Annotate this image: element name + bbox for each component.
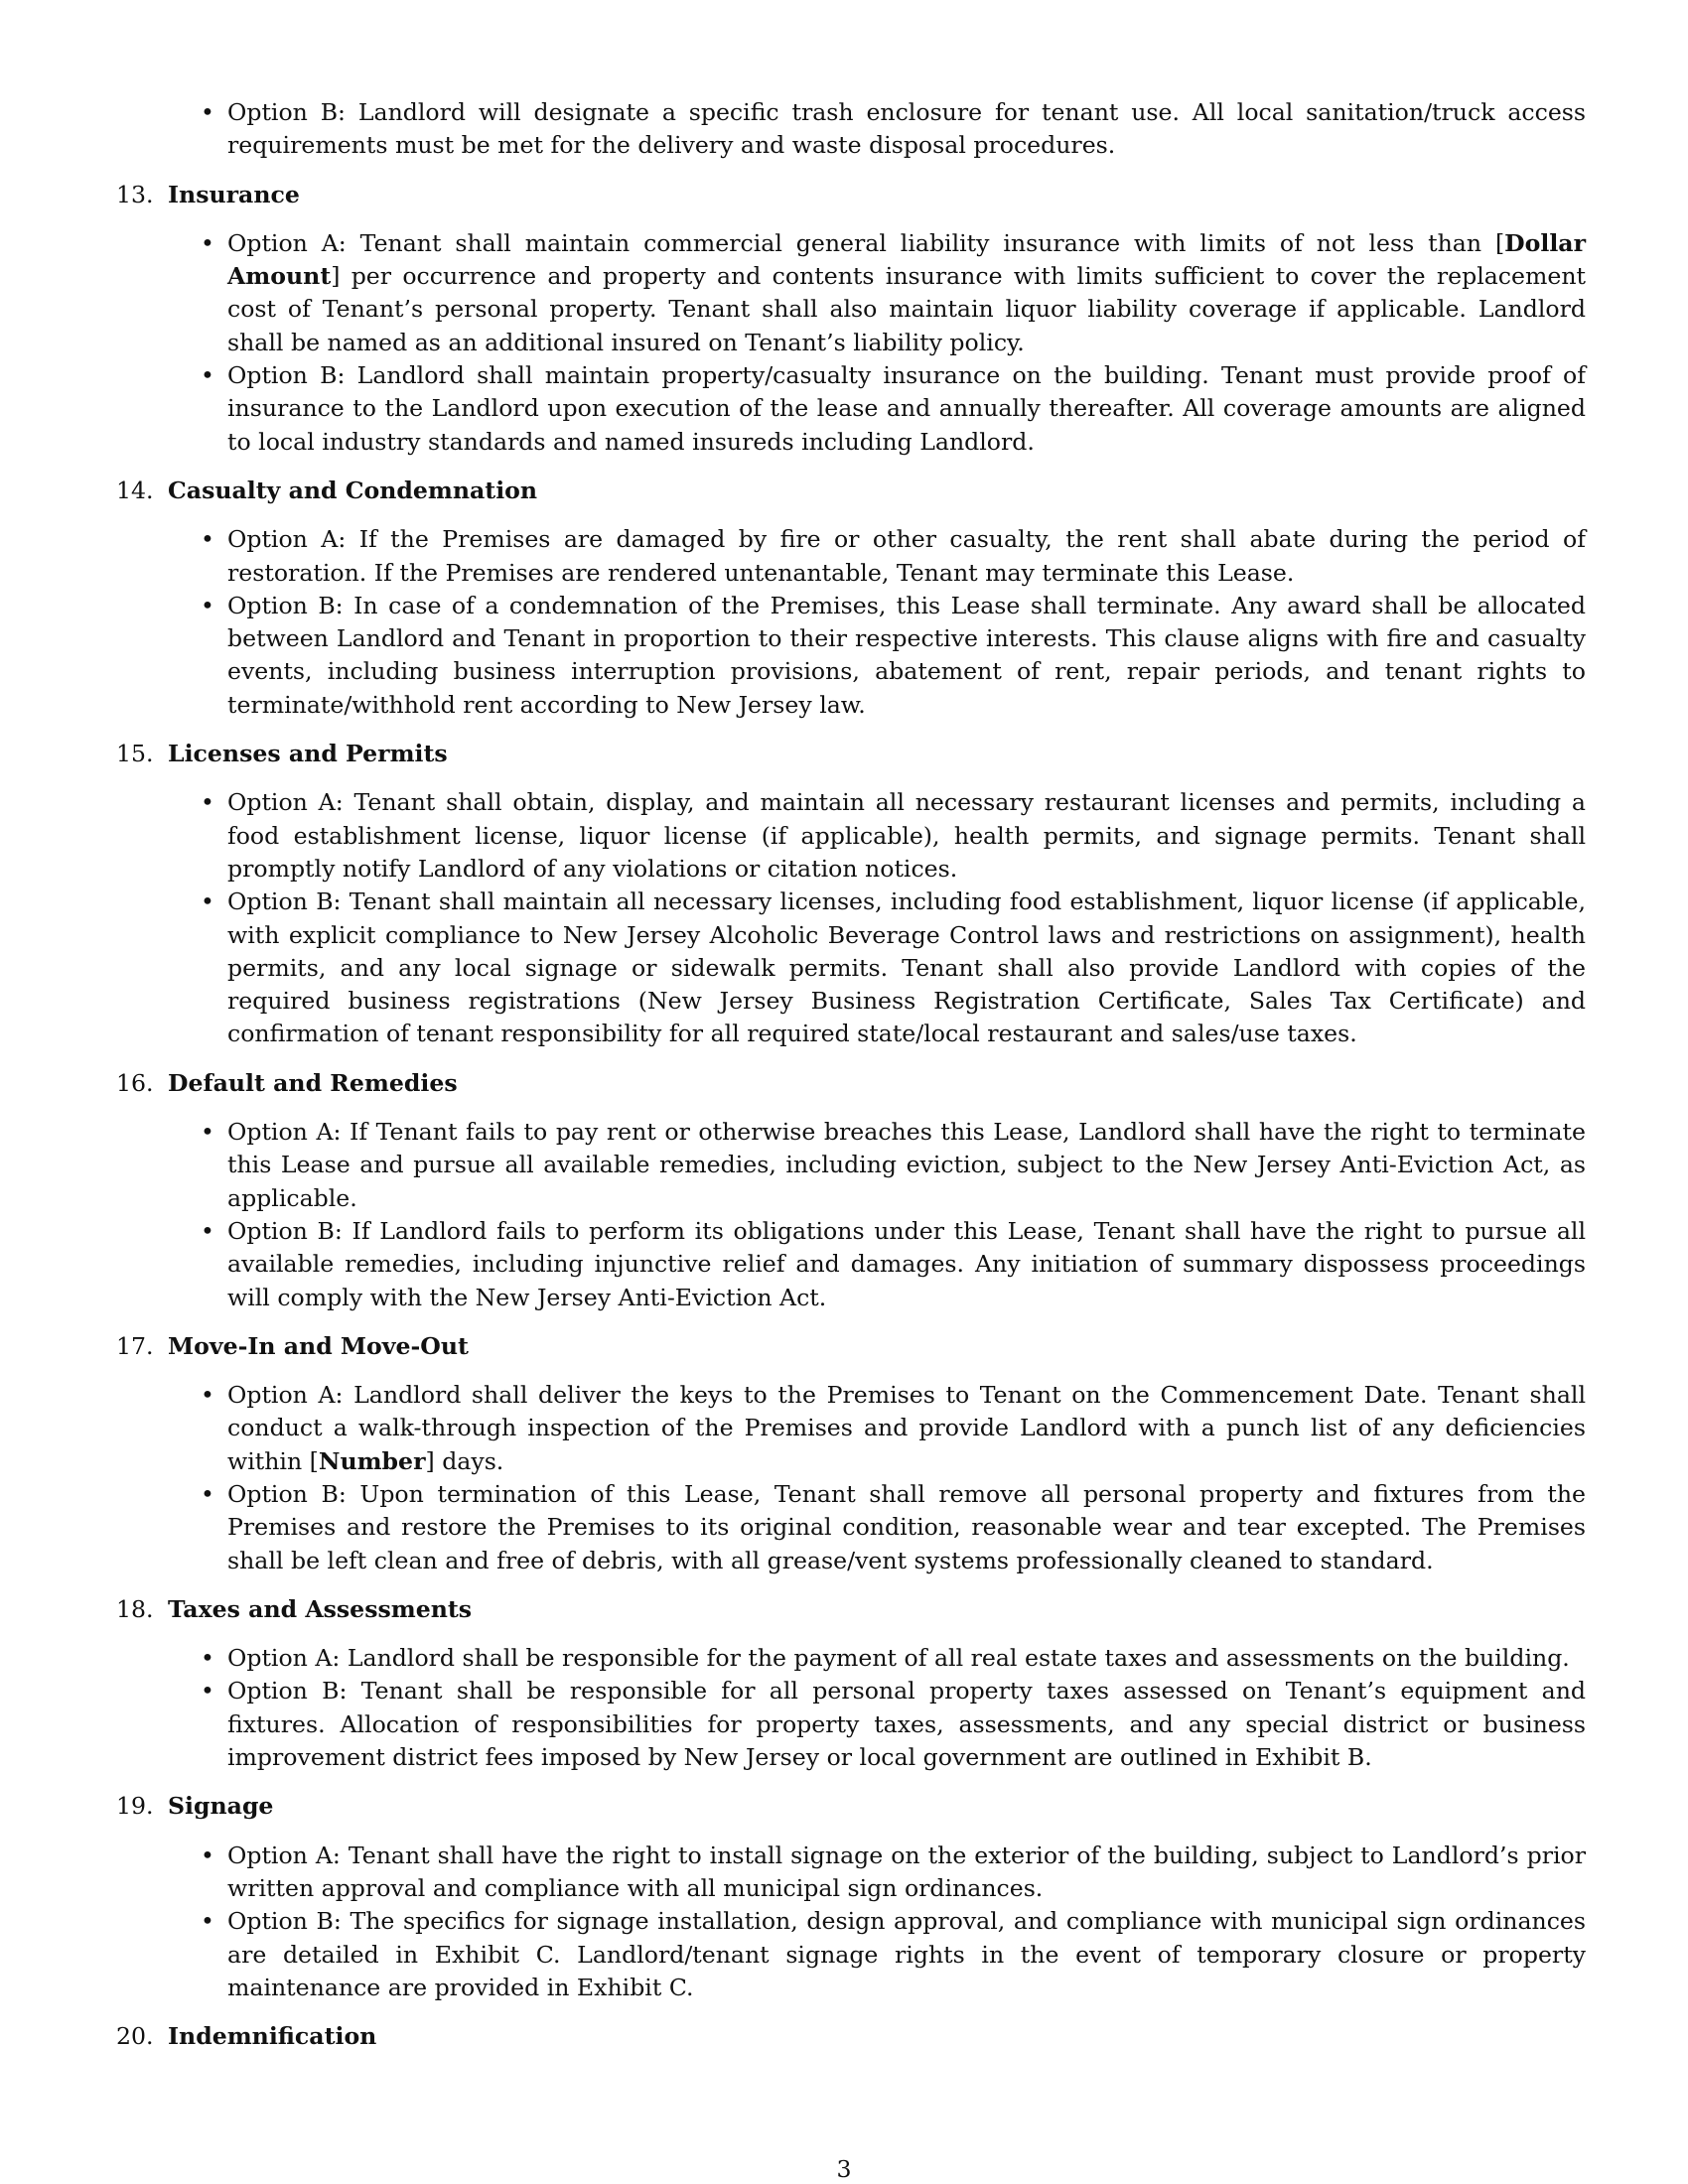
- page-content: [116, 96, 1586, 2069]
- section-number: 15.: [116, 740, 154, 768]
- section-heading-16: [116, 1067, 1586, 1100]
- option-item: • Option A: Landlord shall deliver the keys to the Premises to Tenant on the Commencement Date. Tenant shall conduct a walk-through inspection of the Premises and provide Landlord with a punch list of any deficiencies within [Number] days.: [227, 1379, 1586, 1478]
- placeholder-dollar-amount: Dollar Amount: [227, 228, 1586, 291]
- option-item: • Option A: If Tenant fails to pay rent or otherwise breaches this Lease, Landlord shall have the right to terminate this Lease and pursue all available remedies, including eviction, subject to the New Jersey Anti-Eviction Act, as applicable.: [227, 1116, 1586, 1215]
- section-number: 13.: [116, 180, 154, 208]
- option-item: • Option A: Tenant shall have the right to install signage on the exterior of the building, subject to Landlord’s prior written approval and compliance with all municipal sign ordinances.: [227, 1840, 1586, 1906]
- option-item: • Option B: Landlord will designate a specific trash enclosure for tenant use. All local sanitation/truck access requirements must be met for the delivery and waste disposal procedures.: [227, 96, 1586, 163]
- section-number: 14.: [116, 476, 154, 504]
- option-list-15: [116, 786, 1586, 1050]
- option-list-19: [116, 1840, 1586, 2004]
- section-number: 18.: [116, 1594, 154, 1623]
- option-list-18: [116, 1642, 1586, 1774]
- section-number: 16.: [116, 1068, 154, 1097]
- section-number: 17.: [116, 1331, 154, 1360]
- option-item: • Option B: Tenant shall maintain all necessary licenses, including food establishment, liquor license (if applicable, with explicit compliance to New Jersey Alcoholic Beverage Control laws and restrictions on assignment), health permits, and any local signage or sidewalk permits. Tenant shall also provide Landlord with copies of the required business registrations (New Jersey Business Registration Certificate, Sales Tax Certificate) and confirmation of tenant responsibility for all required state/local restaurant and sales/use taxes.: [227, 886, 1586, 1050]
- option-list-16: [116, 1116, 1586, 1314]
- section-heading-19: [116, 1790, 1586, 1823]
- option-item: • Option B: If Landlord fails to perform its obligations under this Lease, Tenant shall have the right to pursue all available remedies, including injunctive relief and damages. Any initiation of summary dispossess proceedings will comply with the New Jersey Anti-Eviction Act.: [227, 1215, 1586, 1314]
- section-heading-20: [116, 2020, 1586, 2053]
- section-title: Insurance: [168, 180, 300, 208]
- option-item: • Option A: Tenant shall maintain commercial general liability insurance with limits of not less than [Dollar Amount] per occurrence and property and contents insurance with limits sufficient to cover the replacement cost of Tenant’s personal property. Tenant shall also maintain liquor liability coverage if applicable. Landlord shall be named as an additional insured on Tenant’s liability policy.: [227, 227, 1586, 359]
- section-heading-14: [116, 475, 1586, 507]
- section-title: Taxes and Assessments: [168, 1594, 473, 1623]
- section-heading-15: [116, 738, 1586, 770]
- section-heading-17: [116, 1330, 1586, 1363]
- section-heading-13: [116, 179, 1586, 211]
- option-list-14: [116, 523, 1586, 722]
- option-item: • Option B: The specifics for signage installation, design approval, and compliance with municipal sign ordinances are detailed in Exhibit C. Landlord/tenant signage rights in the event of temporary closure or property maintenance are provided in Exhibit C.: [227, 1905, 1586, 2004]
- section-title: Licenses and Permits: [168, 740, 448, 768]
- page-number: 3: [836, 2155, 852, 2183]
- section-title: Default and Remedies: [168, 1068, 458, 1097]
- placeholder-number: Number: [318, 1446, 426, 1475]
- option-item: • Option B: Tenant shall be responsible for all personal property taxes assessed on Tenant’s equipment and fixtures. Allocation of responsibilities for property taxes, assessments, and any special district or business improvement district fees imposed by New Jersey or local government are outlined in Exhibit B.: [227, 1675, 1586, 1774]
- option-item: • Option B: Upon termination of this Lease, Tenant shall remove all personal property and fixtures from the Premises and restore the Premises to its original condition, reasonable wear and tear excepted. The Premises shall be left clean and free of debris, with all grease/vent systems professionally cleaned to standard.: [227, 1478, 1586, 1577]
- option-item: • Option A: Tenant shall obtain, display, and maintain all necessary restaurant licenses and permits, including a food establishment license, liquor license (if applicable), health permits, and signage permits. Tenant shall promptly notify Landlord of any violations or citation notices.: [227, 786, 1586, 886]
- section-number: 20.: [116, 2022, 154, 2051]
- section-title: Signage: [168, 1792, 274, 1821]
- intro-option-list: [116, 96, 1586, 163]
- option-item: • Option B: In case of a condemnation of the Premises, this Lease shall terminate. Any award shall be allocated between Landlord and Tenant in proportion to their respective interests. This clause aligns with fire and casualty events, including business interruption provisions, abatement of rent, repair periods, and tenant rights to terminate/withhold rent according to New Jersey law.: [227, 590, 1586, 722]
- section-title: Move-In and Move-Out: [168, 1331, 469, 1360]
- option-list-17: [116, 1379, 1586, 1577]
- section-heading-18: [116, 1593, 1586, 1626]
- section-title: Casualty and Condemnation: [168, 476, 538, 504]
- option-item: • Option B: Landlord shall maintain property/casualty insurance on the building. Tenant must provide proof of insurance to the Landlord upon execution of the lease and annually thereafter. All coverage amounts are aligned to local industry standards and named insureds including Landlord.: [227, 359, 1586, 459]
- section-title: Indemnification: [168, 2022, 377, 2051]
- option-list-13: [116, 227, 1586, 459]
- option-item: • Option A: Landlord shall be responsible for the payment of all real estate taxes and assessments on the building.: [227, 1642, 1586, 1675]
- section-number: 19.: [116, 1792, 154, 1821]
- option-item: • Option A: If the Premises are damaged by fire or other casualty, the rent shall abate during the period of restoration. If the Premises are rendered untenantable, Tenant may terminate this Lease.: [227, 523, 1586, 590]
